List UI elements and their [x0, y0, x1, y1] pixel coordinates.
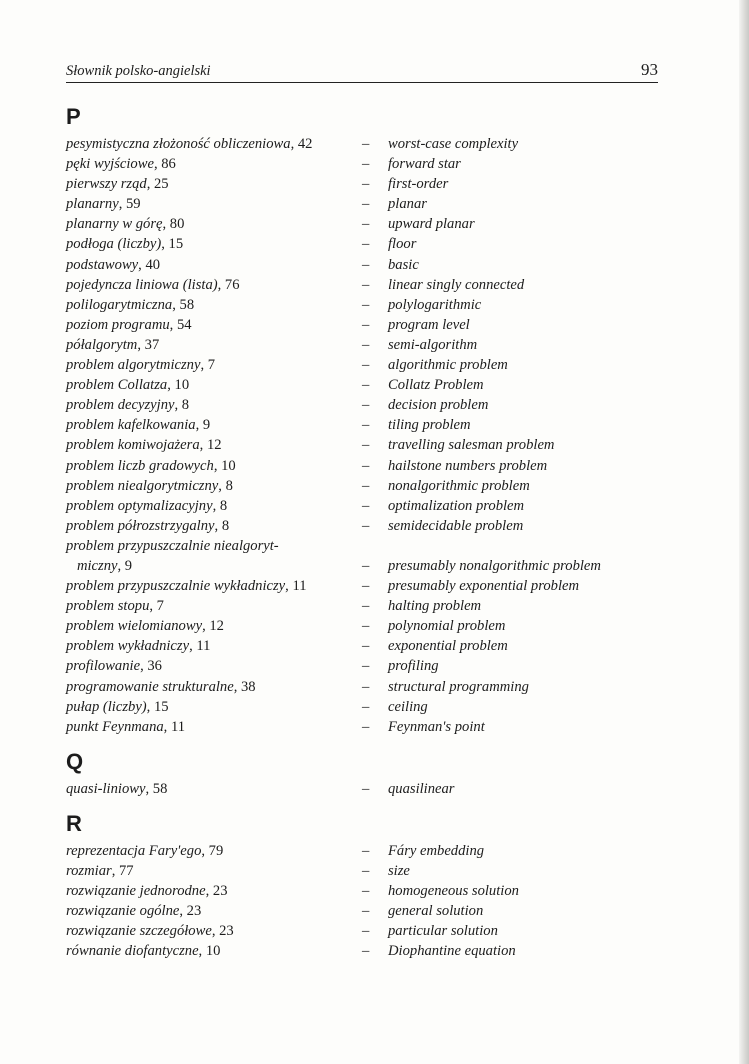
- glossary-entry: [66, 881, 666, 901]
- separator-dash: –: [362, 497, 370, 514]
- separator-dash: –: [362, 578, 370, 595]
- running-title: Słownik polsko-angielski: [66, 63, 211, 79]
- section-letter: Q: [66, 748, 84, 774]
- glossary-entry: [66, 275, 666, 295]
- english-term: Collatz Problem: [388, 377, 484, 394]
- polish-term: problem stopu: [66, 598, 150, 615]
- glossary-entry: [66, 335, 666, 355]
- glossary-entry: [66, 616, 666, 636]
- polish-term-cell: [66, 941, 220, 961]
- polish-term: problem kafelkowania: [66, 417, 196, 434]
- english-term: worst-case complexity: [388, 136, 519, 152]
- separator-dash: –: [362, 236, 370, 253]
- polish-term-cell: [66, 779, 167, 799]
- polish-term: poziom programu: [66, 316, 170, 333]
- glossary-entry: [66, 214, 666, 234]
- glossary-entry: [66, 861, 666, 881]
- glossary-entry: [66, 921, 666, 941]
- separator-dash: –: [362, 638, 370, 655]
- english-term: profiling: [388, 658, 439, 675]
- separator-dash: –: [362, 457, 370, 474]
- english-term: semidecidable problem: [388, 517, 524, 534]
- page-reference: , 54: [169, 316, 192, 333]
- english-term: floor: [388, 236, 417, 253]
- polish-term-cell: [66, 576, 307, 596]
- glossary-entry: [66, 596, 666, 616]
- glossary-entry: [66, 255, 666, 275]
- glossary-entry: [66, 194, 666, 214]
- polish-term-cell: [66, 861, 134, 881]
- polish-term-cell: [66, 516, 229, 536]
- separator-dash: –: [362, 943, 370, 960]
- running-head: [66, 60, 658, 83]
- polish-term-cell: [66, 435, 222, 455]
- english-term: planar: [388, 196, 427, 213]
- glossary-entry: [66, 154, 666, 174]
- page-reference: , 86: [153, 156, 176, 173]
- page-reference: , 25: [146, 176, 169, 193]
- separator-dash: –: [362, 698, 370, 715]
- english-term: travelling salesman problem: [388, 437, 555, 454]
- polish-term: problem decyzyjny: [66, 397, 175, 414]
- polish-term: reprezentacja Fary'ego: [66, 842, 202, 859]
- polish-term: programowanie strukturalne: [66, 678, 234, 695]
- polish-term: rozwiązanie jednorodne: [66, 883, 206, 900]
- page-reference: , 9: [117, 557, 133, 574]
- glossary-entry: [66, 476, 666, 496]
- polish-term: problem liczb gradowych: [66, 457, 214, 474]
- page-reference: , 40: [138, 256, 161, 273]
- polish-term: pułap (liczby): [66, 698, 147, 715]
- page-reference: , 36: [140, 658, 162, 675]
- glossary-entry: [66, 779, 666, 799]
- english-term: size: [388, 863, 410, 879]
- page-reference: , 10: [213, 457, 236, 474]
- glossary-entry: [66, 456, 666, 476]
- separator-dash: –: [362, 477, 370, 494]
- glossary-entry: [66, 174, 666, 194]
- polish-term: podłoga (liczby): [66, 236, 162, 253]
- separator-dash: –: [362, 316, 370, 333]
- polish-term: profilowanie: [66, 658, 141, 675]
- page-reference: , 59: [118, 196, 141, 213]
- polish-term-cell: [66, 395, 189, 415]
- glossary-content: [66, 100, 666, 961]
- english-term: Diophantine equation: [388, 943, 516, 960]
- polish-term: podstawowy: [66, 256, 139, 273]
- page-reference: , 58: [172, 296, 195, 313]
- page-reference: , 12: [202, 618, 224, 635]
- page-reference: , 15: [146, 698, 169, 715]
- polish-term-cell: [66, 154, 176, 174]
- english-term: semi-algorithm: [388, 336, 478, 353]
- separator-dash: –: [362, 156, 370, 173]
- page-reference: , 7: [200, 357, 216, 374]
- polish-term-cell: [66, 295, 194, 315]
- separator-dash: –: [362, 256, 370, 273]
- glossary-entry: [66, 295, 666, 315]
- page-reference: , 15: [161, 236, 184, 253]
- glossary-entry: [66, 656, 666, 676]
- page-reference: , 8: [212, 497, 228, 514]
- polish-term-cell: [66, 275, 240, 295]
- english-term: first-order: [388, 176, 449, 193]
- english-term: basic: [388, 256, 419, 273]
- section-gap: [66, 799, 666, 807]
- polish-term: punkt Feynmana: [66, 718, 164, 735]
- page-reference: , 8: [174, 397, 190, 414]
- english-term: polylogarithmic: [388, 296, 482, 313]
- polish-term: quasi-liniowy: [66, 780, 146, 797]
- polish-term-cell: [66, 355, 215, 375]
- page-reference: , 42: [290, 136, 313, 152]
- page-reference: , 76: [217, 276, 240, 293]
- separator-dash: –: [362, 658, 370, 675]
- polish-term: pojedyncza liniowa (lista): [66, 276, 218, 293]
- english-term: exponential problem: [388, 638, 508, 655]
- glossary-entry: [66, 315, 666, 335]
- separator-dash: –: [362, 863, 370, 879]
- polish-term: problem przypuszczalnie wykładniczy: [66, 578, 286, 595]
- page-reference: , 10: [167, 377, 190, 394]
- page-reference: , 11: [189, 638, 211, 655]
- polish-term-cell: [66, 214, 184, 234]
- polish-term: pesymistyczna złożoność obliczeniowa: [66, 136, 291, 152]
- page-edge-shadow: [739, 0, 749, 1064]
- glossary-entry: [66, 375, 666, 395]
- polish-term: problem niealgorytmiczny: [66, 477, 219, 494]
- glossary-entry: [66, 576, 666, 596]
- separator-dash: –: [362, 780, 370, 797]
- english-term: forward star: [388, 156, 461, 173]
- section-gap: [66, 737, 666, 745]
- separator-dash: –: [362, 136, 370, 152]
- english-term: upward planar: [388, 216, 475, 233]
- polish-term-cell: [66, 656, 162, 676]
- polish-term-cell: [66, 881, 227, 901]
- glossary-entry: [66, 496, 666, 516]
- polish-term-cell: [66, 921, 234, 941]
- polish-term-cell: [66, 174, 169, 194]
- page-reference: , 9: [195, 417, 211, 434]
- polish-term-cell: [66, 596, 164, 616]
- page-reference: , 23: [205, 883, 228, 900]
- polish-term: problem przypuszczalnie niealgoryt-: [66, 537, 279, 554]
- section-letter: R: [66, 810, 82, 836]
- glossary-entry: [66, 697, 666, 717]
- english-term: quasilinear: [388, 780, 455, 797]
- english-term: decision problem: [388, 397, 489, 414]
- polish-term-cell: [66, 255, 160, 275]
- polish-term-cell: [66, 134, 312, 154]
- glossary-entry: [66, 941, 666, 961]
- separator-dash: –: [362, 517, 370, 534]
- glossary-entry: [66, 355, 666, 375]
- glossary-entry: [66, 636, 666, 656]
- polish-term-cell: [66, 496, 227, 516]
- separator-dash: –: [362, 842, 370, 859]
- polish-term-cell: [66, 315, 192, 335]
- page-reference: , 23: [179, 903, 202, 920]
- page-reference: , 8: [214, 517, 230, 534]
- page-reference: , 80: [162, 216, 185, 233]
- polish-term: rozmiar: [66, 863, 112, 879]
- english-term: hailstone numbers problem: [388, 457, 548, 474]
- english-term: optimalization problem: [388, 497, 525, 514]
- polish-term: problem półrozstrzygalny: [66, 517, 215, 534]
- page-reference: , 7: [149, 598, 164, 615]
- separator-dash: –: [362, 397, 370, 414]
- glossary-entry: [66, 536, 666, 556]
- separator-dash: –: [362, 336, 370, 353]
- separator-dash: –: [362, 296, 370, 313]
- polish-term-cell: [66, 536, 279, 556]
- separator-dash: –: [362, 357, 370, 374]
- polish-term-cell: [66, 841, 223, 861]
- polish-term: polilogarytmiczna: [66, 296, 173, 313]
- polish-term: rozwiązanie ogólne: [66, 903, 180, 920]
- polish-term: półalgorytm: [66, 336, 138, 353]
- polish-term-cell: [66, 234, 183, 254]
- polish-term: planarny w górę: [66, 216, 163, 233]
- separator-dash: –: [362, 196, 370, 213]
- polish-term: miczny: [66, 557, 118, 574]
- english-term: ceiling: [388, 698, 428, 715]
- english-term: particular solution: [388, 923, 498, 940]
- separator-dash: –: [362, 276, 370, 293]
- page-reference: , 11: [285, 578, 307, 595]
- polish-term: problem komiwojażera: [66, 437, 200, 454]
- english-term: homogeneous solution: [388, 883, 519, 900]
- polish-term-cell: [66, 415, 210, 435]
- separator-dash: –: [362, 598, 370, 615]
- polish-term-cell: [66, 476, 233, 496]
- polish-term-cell: [66, 636, 210, 656]
- page-number: 93: [641, 60, 658, 79]
- page-reference: , 38: [233, 678, 256, 695]
- polish-term-cell: [66, 717, 185, 737]
- separator-dash: –: [362, 678, 370, 695]
- section-letter: P: [66, 104, 81, 129]
- glossary-entry: [66, 556, 666, 576]
- english-term: Feynman's point: [388, 718, 485, 735]
- separator-dash: –: [362, 923, 370, 940]
- english-term: algorithmic problem: [388, 357, 508, 374]
- polish-term-cell: [66, 556, 132, 576]
- page-reference: , 58: [145, 780, 168, 797]
- glossary-entry: [66, 134, 666, 154]
- separator-dash: –: [362, 216, 370, 233]
- separator-dash: –: [362, 883, 370, 900]
- polish-term: równanie diofantyczne: [66, 943, 199, 960]
- polish-term-cell: [66, 697, 169, 717]
- english-term: general solution: [388, 903, 484, 920]
- page-reference: , 12: [199, 437, 222, 454]
- glossary-entry: [66, 901, 666, 921]
- english-term: Fáry embedding: [388, 842, 485, 859]
- glossary-entry: [66, 395, 666, 415]
- page-reference: , 8: [218, 477, 233, 494]
- glossary-entry: [66, 516, 666, 536]
- separator-dash: –: [362, 618, 370, 635]
- english-term: halting problem: [388, 598, 482, 615]
- separator-dash: –: [362, 903, 370, 920]
- separator-dash: –: [362, 557, 370, 574]
- page-reference: , 79: [201, 842, 224, 859]
- separator-dash: –: [362, 437, 370, 454]
- page-reference: , 10: [198, 943, 221, 960]
- polish-term-cell: [66, 335, 159, 355]
- polish-term-cell: [66, 901, 201, 921]
- polish-term: pęki wyjściowe: [66, 156, 154, 173]
- english-term: structural programming: [388, 678, 529, 695]
- page-reference: , 37: [137, 336, 160, 353]
- glossary-entry: [66, 435, 666, 455]
- page-reference: , 77: [111, 863, 134, 879]
- polish-term-cell: [66, 194, 141, 214]
- polish-term: problem wykładniczy: [66, 638, 190, 655]
- polish-term-cell: [66, 677, 256, 697]
- glossary-entry: [66, 415, 666, 435]
- english-term: tiling problem: [388, 417, 471, 434]
- glossary-entry: [66, 677, 666, 697]
- english-term: polynomial problem: [388, 618, 506, 635]
- polish-term-cell: [66, 456, 236, 476]
- separator-dash: –: [362, 377, 370, 394]
- separator-dash: –: [362, 718, 370, 735]
- english-term: nonalgorithmic problem: [388, 477, 530, 494]
- polish-term: rozwiązanie szczegółowe: [66, 923, 212, 940]
- page-reference: , 23: [211, 923, 234, 940]
- polish-term: problem Collatza: [66, 377, 168, 394]
- separator-dash: –: [362, 417, 370, 434]
- polish-term: pierwszy rząd: [66, 176, 147, 193]
- english-term: presumably exponential problem: [388, 578, 580, 595]
- polish-term: problem optymalizacyjny: [66, 497, 213, 514]
- separator-dash: –: [362, 176, 370, 193]
- polish-term-cell: [66, 616, 224, 636]
- page-reference: , 11: [163, 718, 186, 735]
- polish-term-cell: [66, 375, 189, 395]
- english-term: linear singly connected: [388, 276, 525, 293]
- glossary-entry: [66, 841, 666, 861]
- polish-term: problem wielomianowy: [66, 618, 203, 635]
- glossary-entry: [66, 234, 666, 254]
- english-term: program level: [388, 316, 470, 333]
- polish-term: planarny: [66, 196, 119, 213]
- glossary-entry: [66, 717, 666, 737]
- polish-term: problem algorytmiczny: [66, 357, 201, 374]
- english-term: presumably nonalgorithmic problem: [388, 557, 601, 574]
